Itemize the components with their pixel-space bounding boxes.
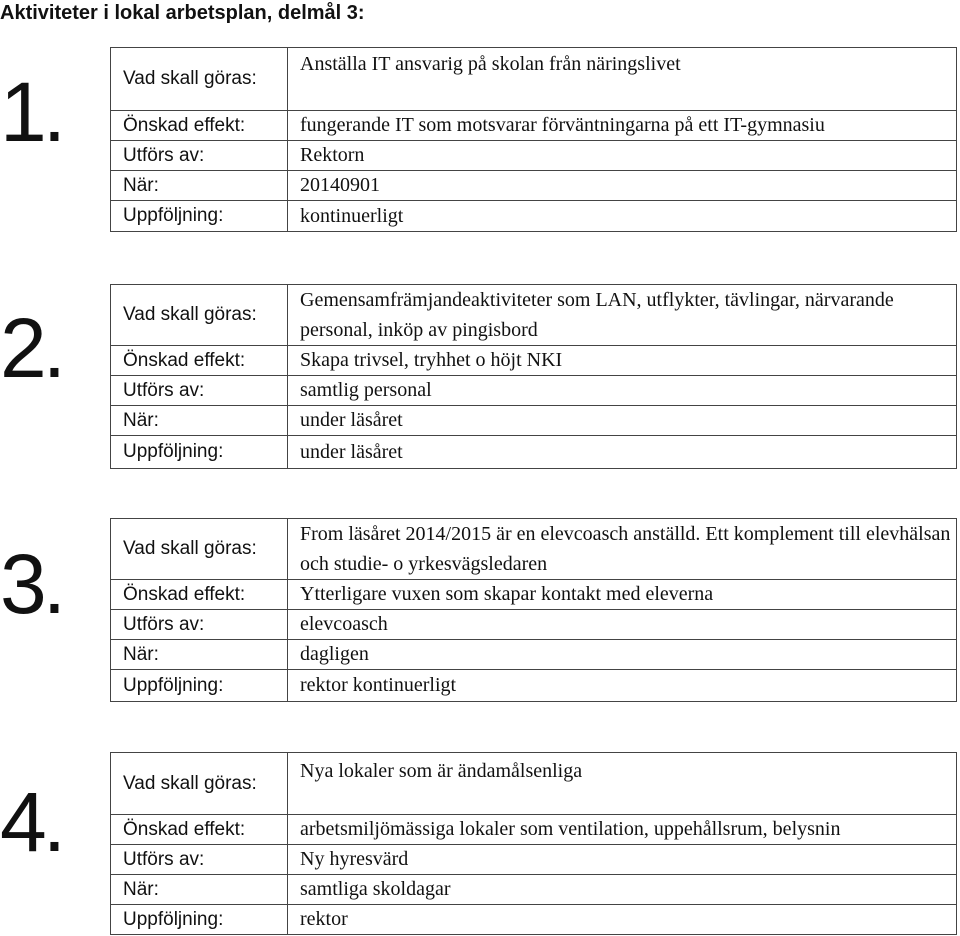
label-when: När:	[111, 171, 288, 201]
value-followup: rektor kontinuerligt	[288, 670, 957, 702]
value-followup: under läsåret	[288, 436, 957, 469]
label-when: När:	[111, 640, 288, 670]
value-what: Nya lokaler som är ändamålsenliga	[288, 753, 957, 815]
label-what: Vad skall göras:	[111, 519, 288, 580]
value-when: 20140901	[288, 171, 957, 201]
label-by: Utförs av:	[111, 141, 288, 171]
value-when: under läsåret	[288, 406, 957, 436]
activity-number: 4.	[0, 775, 63, 869]
value-effect: Skapa trivsel, tryhhet o höjt NKI	[288, 346, 957, 376]
label-effect: Önskad effekt:	[111, 815, 288, 845]
label-by: Utförs av:	[111, 376, 288, 406]
value-when: dagligen	[288, 640, 957, 670]
label-effect: Önskad effekt:	[111, 346, 288, 376]
value-what: Anställa IT ansvarig på skolan från näringslivet	[288, 48, 957, 111]
label-followup: Uppföljning:	[111, 670, 288, 702]
label-when: När:	[111, 406, 288, 436]
value-followup: rektor	[288, 905, 957, 935]
label-followup: Uppföljning:	[111, 201, 288, 232]
label-by: Utförs av:	[111, 845, 288, 875]
activity-table	[110, 47, 957, 232]
value-effect: fungerande IT som motsvarar förväntningarna på ett IT-gymnasiu	[288, 111, 957, 141]
value-what: Gemensamfrämjandeaktiviteter som LAN, utflykter, tävlingar, närvarande personal, inköp av pingisbord	[288, 285, 957, 346]
activity-number: 3.	[0, 537, 63, 631]
label-effect: Önskad effekt:	[111, 580, 288, 610]
label-followup: Uppföljning:	[111, 436, 288, 469]
value-by: Rektorn	[288, 141, 957, 171]
page-title: Aktiviteter i lokal arbetsplan, delmål 3:	[0, 2, 365, 24]
activity-table	[110, 518, 957, 702]
value-effect: arbetsmiljömässiga lokaler som ventilation, uppehållsrum, belysnin	[288, 815, 957, 845]
label-effect: Önskad effekt:	[111, 111, 288, 141]
activity-number: 1.	[0, 65, 63, 159]
value-followup: kontinuerligt	[288, 201, 957, 232]
value-what: From läsåret 2014/2015 är en elevcoasch anställd. Ett komplement till elevhälsan och studie- o yrkesvägsledaren	[288, 519, 957, 580]
value-by: Ny hyresvärd	[288, 845, 957, 875]
label-followup: Uppföljning:	[111, 905, 288, 935]
label-by: Utförs av:	[111, 610, 288, 640]
label-what: Vad skall göras:	[111, 48, 288, 111]
label-when: När:	[111, 875, 288, 905]
value-by: samtlig personal	[288, 376, 957, 406]
value-when: samtliga skoldagar	[288, 875, 957, 905]
label-what: Vad skall göras:	[111, 753, 288, 815]
value-effect: Ytterligare vuxen som skapar kontakt med eleverna	[288, 580, 957, 610]
activity-table	[110, 752, 957, 935]
activity-table	[110, 284, 957, 469]
value-by: elevcoasch	[288, 610, 957, 640]
label-what: Vad skall göras:	[111, 285, 288, 346]
activity-number: 2.	[0, 301, 63, 395]
